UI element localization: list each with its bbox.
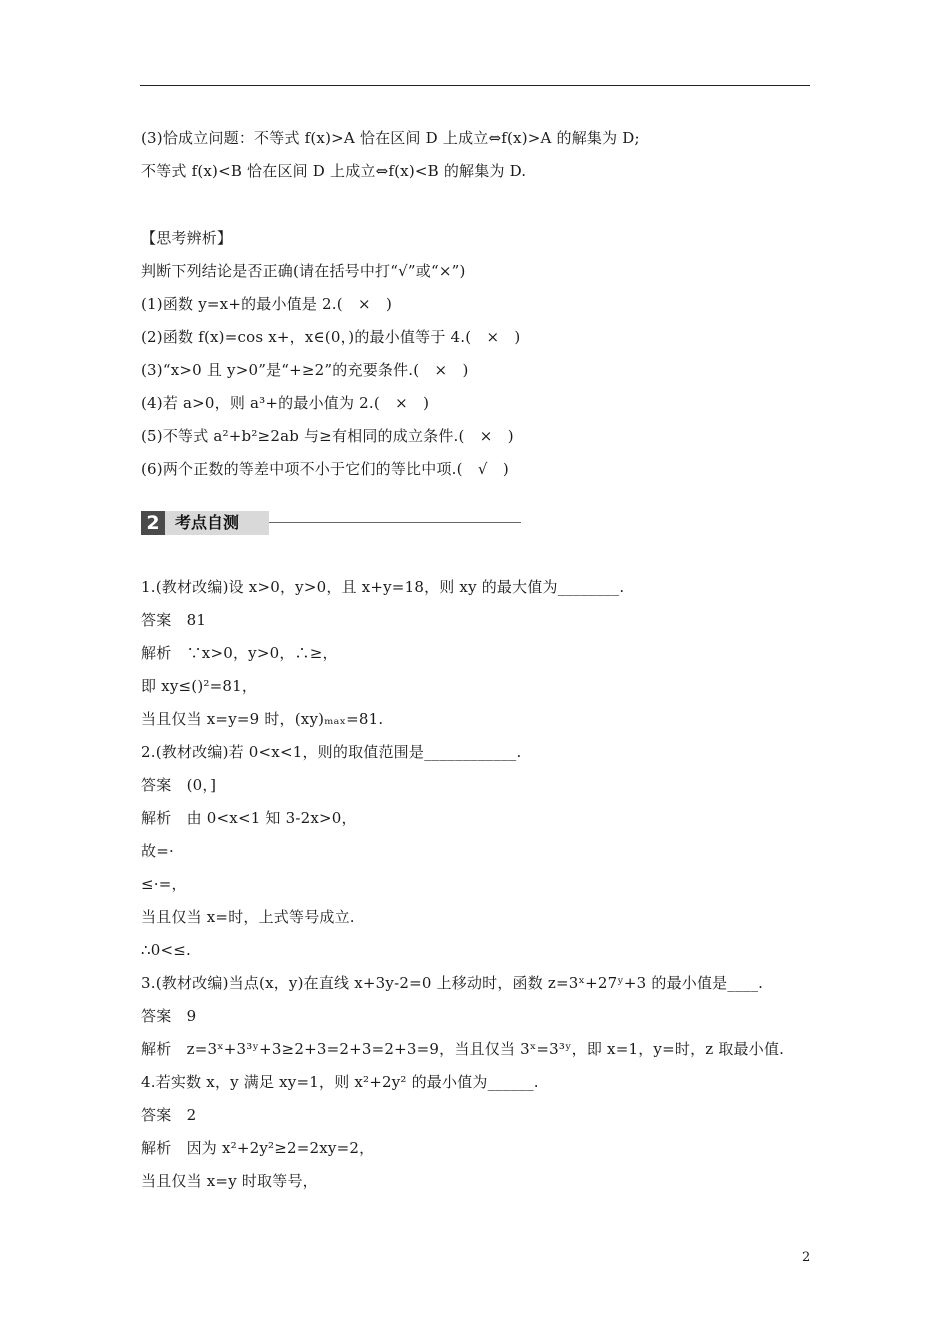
- text-line-q2-answer: 答案 (0，]: [141, 776, 217, 794]
- text-line-think-6: (6)两个正数的等差中项不小于它们的等比中项.( √ ): [141, 460, 509, 478]
- text-line-prev-3b: 不等式 f(x)<B 恰在区间 D 上成立⇔f(x)<B 的解集为 D.: [141, 162, 527, 180]
- text-line-q2-sol-5: ∴0<≤.: [141, 941, 191, 959]
- page-number: 2: [802, 1250, 811, 1265]
- text-line-q1-answer: 答案 81: [141, 611, 207, 629]
- text-line-q2-sol-4: 当且仅当 x=时，上式等号成立.: [141, 908, 355, 926]
- text-line-q4-sol-2: 当且仅当 x=y 时取等号，: [141, 1172, 318, 1190]
- text-line-q3-sol-1: 解析 z=3ˣ+3³ʸ+3≥2+3=2+3=2+3=9，当且仅当 3ˣ=3³ʸ，即 x=1，y=时，z 取最小值.: [141, 1040, 785, 1058]
- text-line-q2-sol-2: 故=·: [141, 842, 174, 860]
- text-line-q1-sol-2: 即 xy≤()²=81，: [141, 677, 258, 695]
- text-line-q4-sol-1: 解析 因为 x²+2y²≥2=2xy=2，: [141, 1139, 375, 1157]
- header-rule: [140, 85, 810, 86]
- section-number-badge: 2: [141, 511, 165, 535]
- text-line-q1-sol-3: 当且仅当 x=y=9 时，(xy)ₘₐₓ=81.: [141, 710, 384, 728]
- text-line-q3-answer: 答案 9: [141, 1007, 197, 1025]
- text-line-think-intro: 判断下列结论是否正确(请在括号中打“√”或“×”): [141, 262, 466, 280]
- text-line-q1-sol-1: 解析 ∵x>0，y>0，∴≥，: [141, 644, 338, 662]
- section-rule: [269, 522, 521, 523]
- text-line-q3: 3.(教材改编)当点(x，y)在直线 x+3y-2=0 上移动时，函数 z=3ˣ+27ʸ+3 的最小值是____.: [141, 974, 764, 992]
- text-line-q1: 1.(教材改编)设 x>0，y>0，且 x+y=18，则 xy 的最大值为________.: [141, 578, 625, 596]
- section-title: 考点自测: [175, 513, 240, 532]
- text-line-think-4: (4)若 a>0，则 a³+的最小值为 2.( × ): [141, 394, 430, 412]
- text-line-q4: 4.若实数 x，y 满足 xy=1，则 x²+2y² 的最小值为______.: [141, 1073, 539, 1091]
- section-header: [141, 511, 521, 535]
- text-line-q2: 2.(教材改编)若 0<x<1，则的取值范围是____________.: [141, 743, 522, 761]
- text-line-think-1: (1)函数 y=x+的最小值是 2.( × ): [141, 295, 393, 313]
- text-line-think-heading: 【思考辨析】: [141, 229, 233, 247]
- text-line-q4-answer: 答案 2: [141, 1106, 197, 1124]
- text-line-prev-3a: (3)恰成立问题：不等式 f(x)>A 恰在区间 D 上成立⇔f(x)>A 的解集为 D;: [141, 129, 640, 147]
- text-line-q2-sol-1: 解析 由 0<x<1 知 3-2x>0，: [141, 809, 357, 827]
- text-line-q2-sol-3: ≤·=，: [141, 875, 187, 893]
- text-line-think-5: (5)不等式 a²+b²≥2ab 与≥有相同的成立条件.( × ): [141, 427, 514, 445]
- text-line-think-2: (2)函数 f(x)=cos x+，x∈(0，)的最小值等于 4.( × ): [141, 328, 521, 346]
- text-line-think-3: (3)“x>0 且 y>0”是“+≥2”的充要条件.( × ): [141, 361, 469, 379]
- section-title-box: [165, 511, 269, 535]
